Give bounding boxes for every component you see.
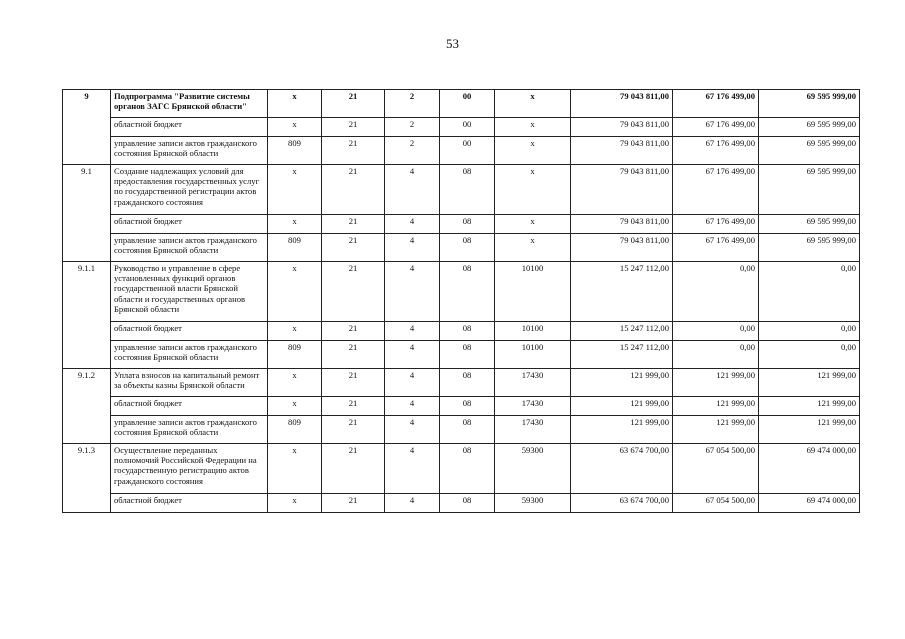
cell-section-code: 08 xyxy=(440,494,495,513)
table-row xyxy=(63,90,860,118)
cell-amount-year1: 79 043 811,00 xyxy=(571,165,673,215)
cell-description: Уплата взносов на капитальный ремонт за объекты казны Брянской области xyxy=(111,369,268,397)
table-row xyxy=(63,369,860,397)
cell-direction-code: x xyxy=(495,165,571,215)
cell-subprogram-code: 2 xyxy=(385,137,440,165)
cell-subprogram-code: 4 xyxy=(385,165,440,215)
cell-admin-code: x xyxy=(268,215,322,234)
cell-amount-year1: 63 674 700,00 xyxy=(571,494,673,513)
cell-amount-year3: 69 595 999,00 xyxy=(759,165,860,215)
cell-amount-year2: 0,00 xyxy=(673,262,759,322)
cell-subprogram-code: 4 xyxy=(385,444,440,494)
cell-program-code: 21 xyxy=(322,416,385,444)
cell-subprogram-code: 4 xyxy=(385,369,440,397)
cell-section-code: 08 xyxy=(440,397,495,416)
cell-program-code: 21 xyxy=(322,322,385,341)
cell-subprogram-code: 4 xyxy=(385,262,440,322)
cell-amount-year3: 69 595 999,00 xyxy=(759,215,860,234)
cell-program-code: 21 xyxy=(322,262,385,322)
cell-amount-year3: 69 474 000,00 xyxy=(759,444,860,494)
table-row xyxy=(63,416,860,444)
cell-description: областной бюджет xyxy=(111,494,268,513)
cell-direction-code: 10100 xyxy=(495,341,571,369)
cell-amount-year2: 67 176 499,00 xyxy=(673,165,759,215)
cell-amount-year1: 79 043 811,00 xyxy=(571,234,673,262)
cell-admin-code: x xyxy=(268,322,322,341)
cell-section-code: 08 xyxy=(440,215,495,234)
cell-description: Руководство и управление в сфере установленных функций органов государственной власти Брянской области и государственных органов Брянской области xyxy=(111,262,268,322)
cell-amount-year1: 79 043 811,00 xyxy=(571,90,673,118)
cell-index: 9 xyxy=(63,90,111,165)
cell-amount-year1: 121 999,00 xyxy=(571,397,673,416)
cell-admin-code: 809 xyxy=(268,416,322,444)
cell-amount-year1: 79 043 811,00 xyxy=(571,137,673,165)
cell-program-code: 21 xyxy=(322,369,385,397)
cell-admin-code: x xyxy=(268,369,322,397)
cell-direction-code: x xyxy=(495,215,571,234)
cell-section-code: 08 xyxy=(440,165,495,215)
cell-program-code: 21 xyxy=(322,494,385,513)
cell-admin-code: x xyxy=(268,262,322,322)
cell-amount-year1: 63 674 700,00 xyxy=(571,444,673,494)
cell-amount-year2: 67 176 499,00 xyxy=(673,234,759,262)
cell-amount-year3: 69 595 999,00 xyxy=(759,137,860,165)
cell-amount-year2: 67 176 499,00 xyxy=(673,215,759,234)
cell-amount-year3: 0,00 xyxy=(759,262,860,322)
cell-admin-code: x xyxy=(268,397,322,416)
cell-program-code: 21 xyxy=(322,137,385,165)
cell-admin-code: x xyxy=(268,165,322,215)
table-row xyxy=(63,234,860,262)
cell-admin-code: x xyxy=(268,90,322,118)
cell-description: управление записи актов гражданского состояния Брянской области xyxy=(111,234,268,262)
table-row xyxy=(63,397,860,416)
cell-subprogram-code: 4 xyxy=(385,322,440,341)
cell-section-code: 00 xyxy=(440,90,495,118)
cell-amount-year3: 0,00 xyxy=(759,341,860,369)
cell-admin-code: x xyxy=(268,494,322,513)
cell-subprogram-code: 4 xyxy=(385,341,440,369)
cell-description: Создание надлежащих условий для предоставления государственных услуг по государственной регистрации актов гражданского состояния xyxy=(111,165,268,215)
cell-direction-code: 59300 xyxy=(495,444,571,494)
cell-program-code: 21 xyxy=(322,215,385,234)
cell-amount-year2: 67 176 499,00 xyxy=(673,118,759,137)
cell-direction-code: x xyxy=(495,90,571,118)
cell-index: 9.1.1 xyxy=(63,262,111,369)
cell-amount-year3: 121 999,00 xyxy=(759,369,860,397)
cell-program-code: 21 xyxy=(322,90,385,118)
table-row xyxy=(63,262,860,322)
table-row xyxy=(63,165,860,215)
cell-section-code: 08 xyxy=(440,322,495,341)
cell-admin-code: x xyxy=(268,444,322,494)
cell-program-code: 21 xyxy=(322,118,385,137)
cell-subprogram-code: 4 xyxy=(385,215,440,234)
table-row xyxy=(63,137,860,165)
cell-description: областной бюджет xyxy=(111,118,268,137)
cell-subprogram-code: 4 xyxy=(385,494,440,513)
cell-amount-year3: 69 474 000,00 xyxy=(759,494,860,513)
cell-subprogram-code: 2 xyxy=(385,90,440,118)
cell-description: Осуществление переданных полномочий Российской Федерации на государственную регистрацию актов гражданского состояния xyxy=(111,444,268,494)
cell-amount-year3: 121 999,00 xyxy=(759,416,860,444)
cell-amount-year3: 121 999,00 xyxy=(759,397,860,416)
table-row xyxy=(63,341,860,369)
cell-amount-year3: 69 595 999,00 xyxy=(759,90,860,118)
cell-amount-year2: 121 999,00 xyxy=(673,416,759,444)
cell-program-code: 21 xyxy=(322,397,385,416)
cell-program-code: 21 xyxy=(322,444,385,494)
cell-description: областной бюджет xyxy=(111,397,268,416)
cell-amount-year1: 121 999,00 xyxy=(571,416,673,444)
cell-amount-year3: 69 595 999,00 xyxy=(759,234,860,262)
cell-program-code: 21 xyxy=(322,341,385,369)
cell-description: управление записи актов гражданского состояния Брянской области xyxy=(111,341,268,369)
budget-table xyxy=(62,89,860,513)
cell-admin-code: 809 xyxy=(268,234,322,262)
cell-description: областной бюджет xyxy=(111,322,268,341)
cell-direction-code: 10100 xyxy=(495,322,571,341)
cell-direction-code: x xyxy=(495,118,571,137)
table-row xyxy=(63,215,860,234)
cell-index: 9.1.2 xyxy=(63,369,111,444)
cell-description: областной бюджет xyxy=(111,215,268,234)
cell-direction-code: x xyxy=(495,234,571,262)
cell-subprogram-code: 2 xyxy=(385,118,440,137)
cell-direction-code: 59300 xyxy=(495,494,571,513)
cell-subprogram-code: 4 xyxy=(385,416,440,444)
table-row xyxy=(63,444,860,494)
cell-index: 9.1.3 xyxy=(63,444,111,513)
cell-amount-year2: 67 054 500,00 xyxy=(673,494,759,513)
budget-table-body xyxy=(63,90,860,513)
cell-amount-year1: 121 999,00 xyxy=(571,369,673,397)
cell-section-code: 08 xyxy=(440,262,495,322)
cell-description: Подпрограмма "Развитие системы органов ЗАГС Брянской области" xyxy=(111,90,268,118)
cell-direction-code: 17430 xyxy=(495,369,571,397)
cell-section-code: 08 xyxy=(440,341,495,369)
cell-amount-year3: 0,00 xyxy=(759,322,860,341)
cell-amount-year2: 121 999,00 xyxy=(673,369,759,397)
cell-description: управление записи актов гражданского состояния Брянской области xyxy=(111,137,268,165)
cell-amount-year2: 121 999,00 xyxy=(673,397,759,416)
cell-amount-year3: 69 595 999,00 xyxy=(759,118,860,137)
cell-description: управление записи актов гражданского состояния Брянской области xyxy=(111,416,268,444)
cell-subprogram-code: 4 xyxy=(385,234,440,262)
cell-section-code: 00 xyxy=(440,118,495,137)
cell-amount-year2: 0,00 xyxy=(673,341,759,369)
cell-amount-year1: 79 043 811,00 xyxy=(571,118,673,137)
cell-admin-code: 809 xyxy=(268,137,322,165)
cell-amount-year1: 15 247 112,00 xyxy=(571,322,673,341)
table-row xyxy=(63,494,860,513)
cell-section-code: 08 xyxy=(440,234,495,262)
cell-direction-code: 10100 xyxy=(495,262,571,322)
cell-direction-code: 17430 xyxy=(495,416,571,444)
cell-amount-year1: 15 247 112,00 xyxy=(571,341,673,369)
cell-admin-code: 809 xyxy=(268,341,322,369)
cell-index: 9.1 xyxy=(63,165,111,262)
cell-section-code: 00 xyxy=(440,137,495,165)
cell-amount-year1: 15 247 112,00 xyxy=(571,262,673,322)
cell-amount-year2: 0,00 xyxy=(673,322,759,341)
table-row xyxy=(63,118,860,137)
cell-section-code: 08 xyxy=(440,444,495,494)
cell-amount-year2: 67 176 499,00 xyxy=(673,90,759,118)
cell-program-code: 21 xyxy=(322,234,385,262)
cell-amount-year1: 79 043 811,00 xyxy=(571,215,673,234)
cell-amount-year2: 67 176 499,00 xyxy=(673,137,759,165)
cell-section-code: 08 xyxy=(440,416,495,444)
cell-admin-code: x xyxy=(268,118,322,137)
cell-subprogram-code: 4 xyxy=(385,397,440,416)
page-number: 53 xyxy=(446,36,459,51)
table-row xyxy=(63,322,860,341)
cell-section-code: 08 xyxy=(440,369,495,397)
cell-amount-year2: 67 054 500,00 xyxy=(673,444,759,494)
cell-direction-code: 17430 xyxy=(495,397,571,416)
cell-direction-code: x xyxy=(495,137,571,165)
cell-program-code: 21 xyxy=(322,165,385,215)
